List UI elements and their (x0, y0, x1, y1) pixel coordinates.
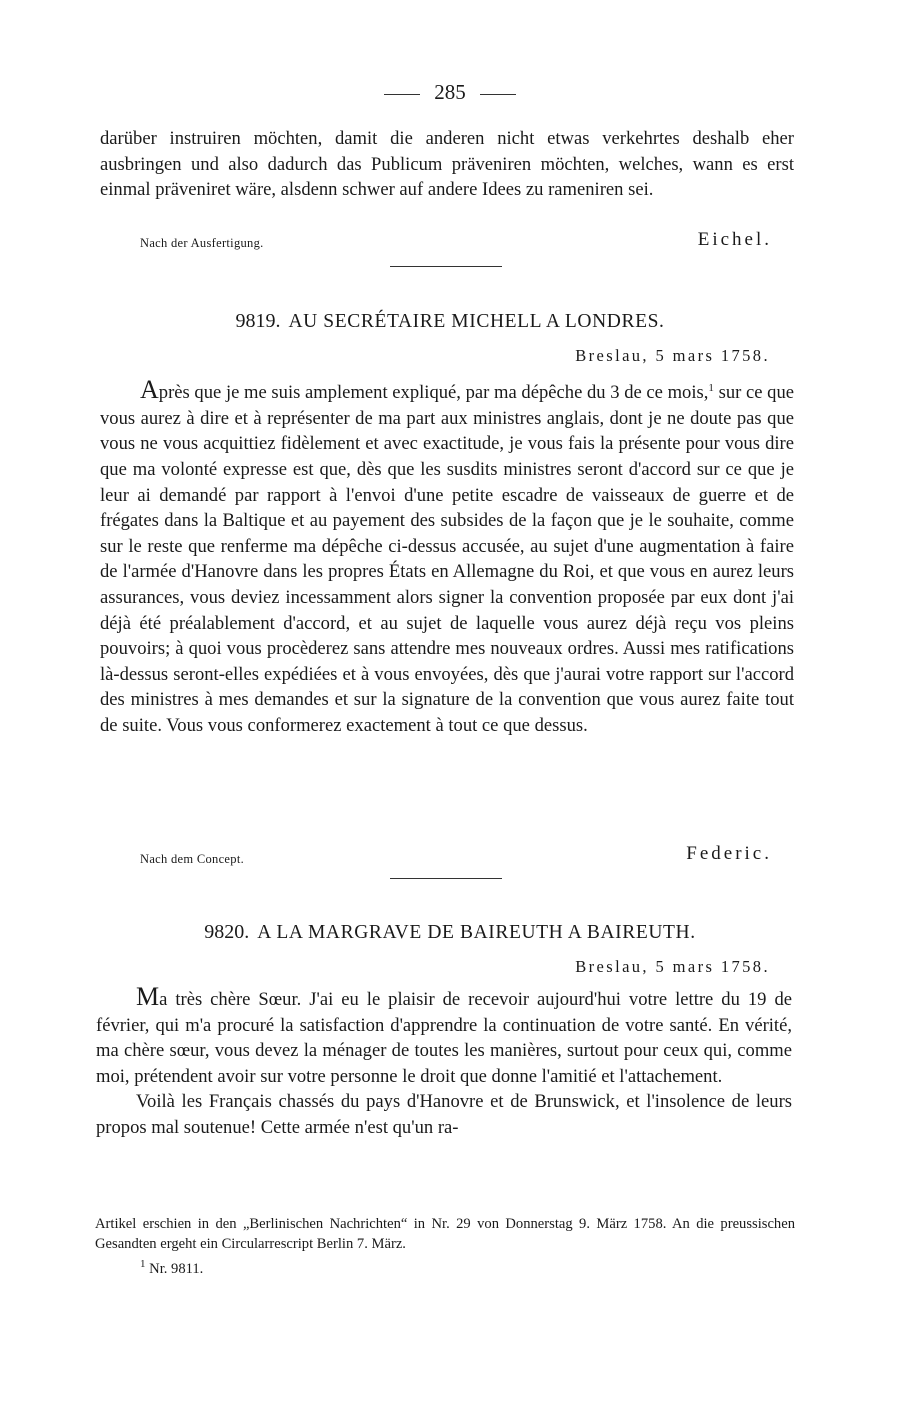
letter-9819-text-b: sur ce que vous aurez à dire et à représenter de ma part aux ministres anglais, dont je ne doute pas que vous ne vous acquittiez fidèlement et avec exactitude, je vous fais la présente pour vous dire que ma volonté expresse est que, dès que les susdits ministres seront d'accord sur ce que je leur ai demandé par rapport à l'envoi d'une petite escadre de vaisseaux de guerre et de frégates dans la Baltique et au payement des subsides de la façon que je le souhaite, comme sur le reste que renferme ma dépêche ci-dessus accusée, au sujet d'une augmentation à faire de l'armée d'Hanovre dans les propres États en Allemagne du Roi, et que vous en aurez leurs assurances, vous deviez incessamment alors signer la convention proposée par eux dont j'ai déjà été préalablement d'accord, et au sujet de laquelle vous aurez déjà reçu vos pleins pouvoirs; à quoi vous procèderez sans attendre mes nouveaux ordres. Aussi mes ratifications là-dessus seront-elles expédiées et à vous envoyées, dès que j'aurai votre rapport sur l'accord des ministres à mes demandes et sur la signature de la convention que vous aurez faite tout de suite. Vous vous conformerez exactement à tout ce que dessus. (100, 382, 794, 736)
letter-9819-text-a: près que je me suis amplement expliqué, par ma dépêche du 3 de ce mois, (158, 382, 709, 404)
letter-9820-text-1: a très chère Sœur. J'ai eu le plaisir de recevoir aujourd'hui votre lettre du 19 de février, qui m'a procuré la satisfaction d'apprendre la continuation de votre santé. En vérité, ma chère sœur, vous devez la ménager de toutes les manières, surtout pour ceux qui, comme moi, prétendent avoir sur votre personne le droit que donne l'amitié et l'attachement. (96, 989, 792, 1087)
footnote-ref-1: 1 (708, 382, 714, 394)
letter-9820-paragraph-1 (96, 984, 792, 1089)
letter-9819-initial: A (140, 375, 159, 405)
continuation-paragraph (100, 126, 794, 203)
letter-9820-paragraph-2: Voilà les Français chassés du pays d'Hanovre et de Brunswick, et l'insolence de leurs propos mal soutenue! Cette armée n'est qu'un ra- (96, 1091, 792, 1138)
letter-9819-body (100, 376, 794, 739)
letter-9820-initial: M (136, 982, 160, 1011)
signature-federic: Federic. (686, 843, 772, 864)
continuation-text: darüber instruiren möchten, damit die anderen nicht etwas verkehrtes deshalb eher ausbringen und also dadurch das Publicum präveniren möchten, welches, wann es erst einmal präveniret wäre, alsdenn schwer auf andere Idees zu rameniren sei. (100, 128, 794, 201)
footnote-1-text: Nr. 9811. (145, 1260, 204, 1277)
signature-eichel: Eichel. (697, 229, 772, 250)
letter-9820-title: A LA MARGRAVE DE BAIREUTH A BAIREUTH. (257, 922, 696, 943)
footnote-1 (95, 1254, 795, 1279)
letter-9820-place-date: Breslau, 5 mars 1758. (575, 957, 770, 976)
letter-9819-place-date: Breslau, 5 mars 1758. (575, 346, 770, 365)
letter-9819-title: AU SECRÉTAIRE MICHELL A LONDRES. (288, 311, 665, 332)
folio-dash-left (384, 94, 420, 95)
letter-9820-body (96, 984, 792, 1141)
letter-9820-number: 9820. (204, 921, 250, 943)
page-number-text: 285 (434, 80, 466, 104)
footnotes (95, 1214, 795, 1279)
letter-9819-paragraph (100, 376, 794, 739)
section-divider-1 (390, 266, 502, 267)
footnote-article-note: Artikel erschien in den „Berlinischen Nachrichten“ in Nr. 29 von Donnerstag 9. März 1758. An die preussischen Gesandten ergeht ein Circularrescript Berlin 7. März. (95, 1216, 795, 1252)
footnote-1-marker: 1 (140, 1258, 146, 1270)
letter-9819-heading (0, 310, 900, 333)
folio-dash-right (480, 94, 516, 95)
source-note-1: Nach der Ausfertigung. (140, 236, 264, 250)
section-divider-2 (390, 878, 502, 879)
letter-9820-heading (0, 921, 900, 944)
source-note-2: Nach dem Concept. (140, 852, 245, 866)
page-number (0, 80, 900, 105)
letter-9819-number: 9819. (235, 310, 281, 332)
